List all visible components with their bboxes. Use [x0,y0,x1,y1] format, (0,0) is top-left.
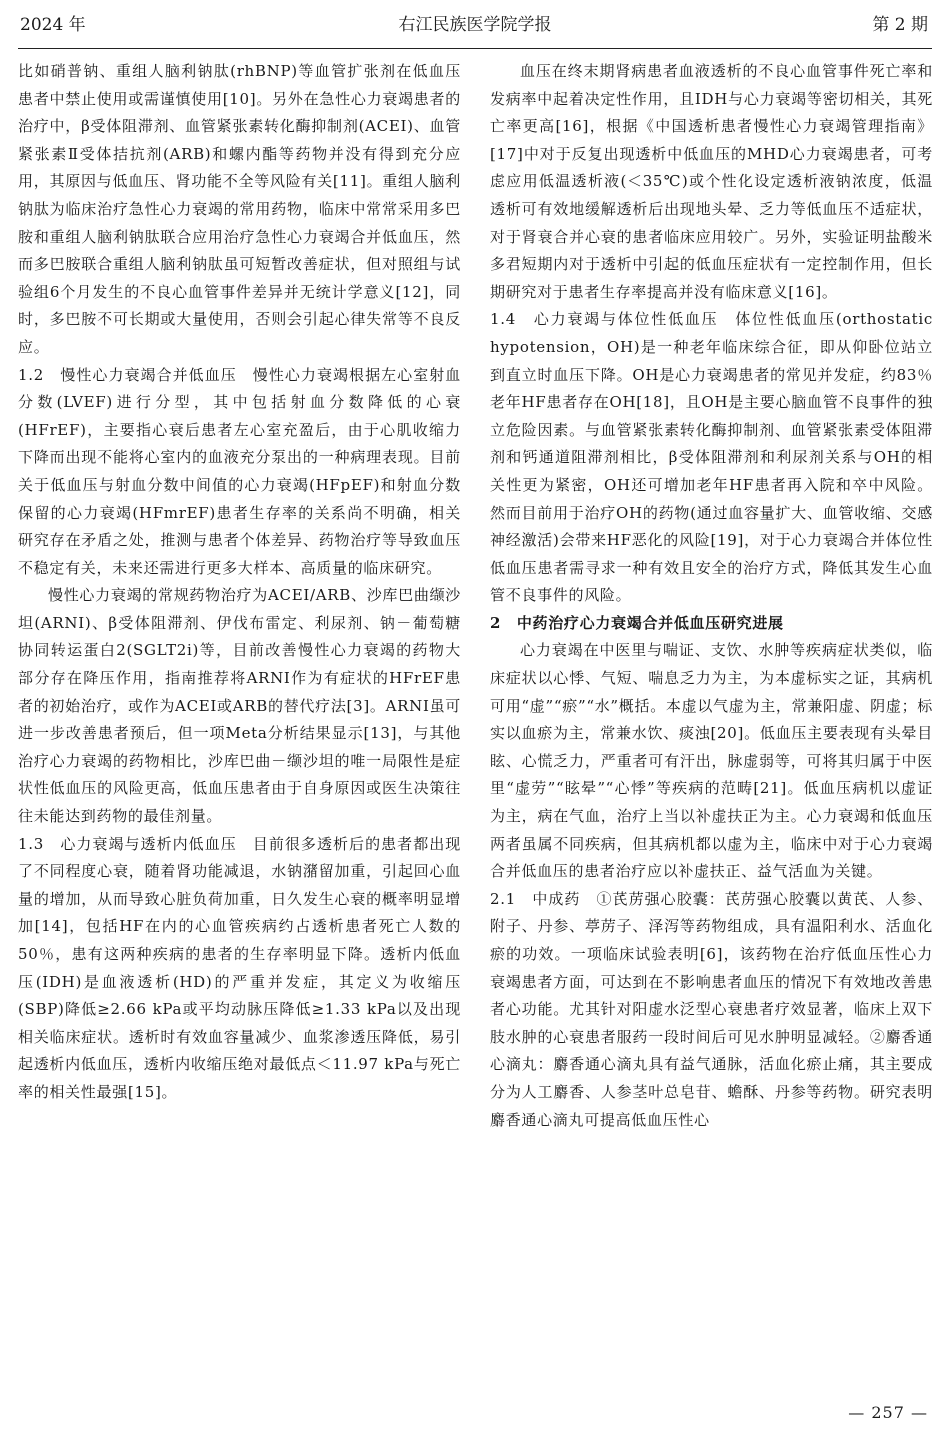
section-2-heading: 2 中药治疗心力衰竭合并低血压研究进展 [490,613,784,632]
paragraph: 血压在终末期肾病患者血液透析的不良心血管事件死亡率和发病率中起着决定性作用，且IDH与心力衰竭等密切相关，其死亡率更高[16]，根据《中国透析患者慢性心力衰竭管理指南》[17]中对于反复出现透析中低血压的MHD心力衰竭患者，可考虑应用低温透析液(＜35℃)或个性化设定透析液钠浓度，低温透析可有效地缓解透析后出现地头晕、乏力等低血压不适症状，对于肾衰合并心衰的患者临床应用较广。另外，实验证明盐酸米多君短期内对于透析中引起的低血压症状有一定控制作用，但长期研究对于患者生存率提高并没有临床意义[16]。 [490,62,933,301]
right-column [490,58,933,1134]
section-1-3-paragraph: 1.3 心力衰竭与透析内低血压 目前很多透析后的患者都出现了不同程度心衰，随着肾功能减退，水钠潴留加重，引起回心血量的增加，从而导致心脏负荷加重，日久发生心衰的概率明显增加[14]，包括HF在内的心血管疾病约占透析患者死亡人数的50％，患有这两种疾病的患者的生存率明显下降。透析内低血压(IDH)是血液透析(HD)的严重并发症，其定义为收缩压(SBP)降低≥2.66 kPa或平均动脉压降低≥1.33 kPa以及出现相关临床症状。透析时有效血容量减少、血浆渗透压降低，易引起透析内低血压，透析内收缩压绝对最低点＜11.97 kPa与死亡率的相关性最强[15]。 [18,834,461,1101]
section-1-2-paragraph: 1.2 慢性心力衰竭合并低血压 慢性心力衰竭根据左心室射血分数(LVEF)进行分型，其中包括射血分数降低的心衰(HFrEF)，主要指心衰后患者左心室充盈后，由于心肌收缩力下降而出现不能将心室内的血液充分泵出的一种病理表现。目前关于低血压与射血分数中间值的心力衰竭(HFpEF)和射血分数保留的心力衰竭(HFmrEF)患者生存率的关系尚不明确，相关研究存在矛盾之处，推测与患者个体差异、药物治疗等导致血压不稳定有关，未来还需进行更多大样本、高质量的临床研究。 [18,365,461,577]
section-2-1-paragraph: 2.1 中成药 ①芪苈强心胶囊：芪苈强心胶囊以黄芪、人参、附子、丹参、葶苈子、泽泻等药物组成，具有温阳利水、活血化瘀的功效。一项临床试验表明[6]，该药物在治疗低血压性心力衰竭患者方面，可达到在不影响患者血压的情况下有效地改善患者心功能。尤其针对阳虚水泛型心衰患者疗效显著，临床上双下肢水肿的心衰患者服药一段时间后可见水肿明显减轻。②麝香通心滴丸：麝香通心滴丸具有益气通脉，活血化瘀止痛，其主要成分为人工麝香、人参茎叶总皂苷、蟾酥、丹参等药物。研究表明麝香通心滴丸可提高低血压性心 [490,889,933,1129]
page-number: — 257 — [848,1403,928,1422]
paragraph: 心力衰竭在中医里与喘证、支饮、水肿等疾病症状类似，临床症状以心悸、气短、喘息乏力为主，为本虚标实之证，其病机可用“虚”“瘀”“水”概括。本虚以气虚为主，常兼阳虚、阴虚；标实以血瘀为主，常兼水饮、痰浊[20]。低血压主要表现有头晕目眩、心慌乏力，严重者可有汗出，脉虚弱等，可将其归属于中医里“虚劳”“眩晕”“心悸”等疾病的范畴[21]。低血压病机以虚证为主，病在气血，治疗上当以补虚扶正为主。心力衰竭和低血压两者虽属不同疾病，但其病机都以虚为主，临床中对于心力衰竭合并低血压的患者治疗应以补虚扶正、益气活血为关键。 [490,641,933,881]
page-header [18,12,932,50]
left-column [18,58,461,1107]
header-journal-title: 右江民族医学院学报 [398,15,552,35]
section-1-4-paragraph: 1.4 心力衰竭与体位性低血压 体位性低血压(orthostatic hypotension，OH)是一种老年临床综合征，即从仰卧位站立到直立时血压下降。OH是心力衰竭患者的常见并发症，约83％老年HF患者存在OH[18]，且OH是主要心脑血管不良事件的独立危险因素。与血管紧张素转化酶抑制剂、血管紧张素受体阻滞剂和钙通道阻滞剂相比，β受体阻滞剂和利尿剂关系与OH的相关性更为紧密，OH还可增加老年HF患者再入院和卒中风险。然而目前用于治疗OH的药物(通过血容量扩大、血管收缩、交感神经激活)会带来HF恶化的风险[19]，对于心力衰竭合并体位性低血压患者需寻求一种有效且安全的治疗方式，降低其发生心血管不良事件的风险。 [490,310,933,605]
header-year: 2024 年 [20,15,86,35]
paragraph: 比如硝普钠、重组人脑利钠肽(rhBNP)等血管扩张剂在低血压患者中禁止使用或需谨慎使用[10]。另外在急性心力衰竭患者的治疗中，β受体阻滞剂、血管紧张素转化酶抑制剂(ACEI)、血管紧张素Ⅱ受体拮抗剂(ARB)和螺内酯等药物并没有得到充分应用，其原因与低血压、肾功能不全等风险有关[11]。重组人脑利钠肽为临床治疗急性心力衰竭的常用药物，临床中常常采用多巴胺和重组人脑利钠肽联合应用治疗急性心力衰竭合并低血压，然而多巴胺联合重组人脑利钠肽虽可短暂改善症状，但对照组与试验组6个月发生的不良心血管事件差异并无统计学意义[12]，同时，多巴胺不可长期或大量使用，否则会引起心律失常等不良反应。 [18,62,461,356]
header-rule [18,48,932,49]
paragraph: 慢性心力衰竭的常规药物治疗为ACEI/ARB、沙库巴曲缬沙坦(ARNI)、β受体阻滞剂、伊伐布雷定、利尿剂、钠－葡萄糖协同转运蛋白2(SGLT2i)等，目前改善慢性心力衰竭的药物大部分存在降压作用，指南推荐将ARNI作为有症状的HFrEF患者的初始治疗，或作为ACEI或ARB的替代疗法[3]。ARNI虽可进一步改善患者预后，但一项Meta分析结果显示[13]，与其他治疗心力衰竭的药物相比，沙库巴曲－缬沙坦的唯一局限性是症状性低血压的风险更高，低血压患者由于自身原因或医生决策往往未能达到药物的最佳剂量。 [18,586,461,826]
header-issue: 第 2 期 [872,15,928,35]
